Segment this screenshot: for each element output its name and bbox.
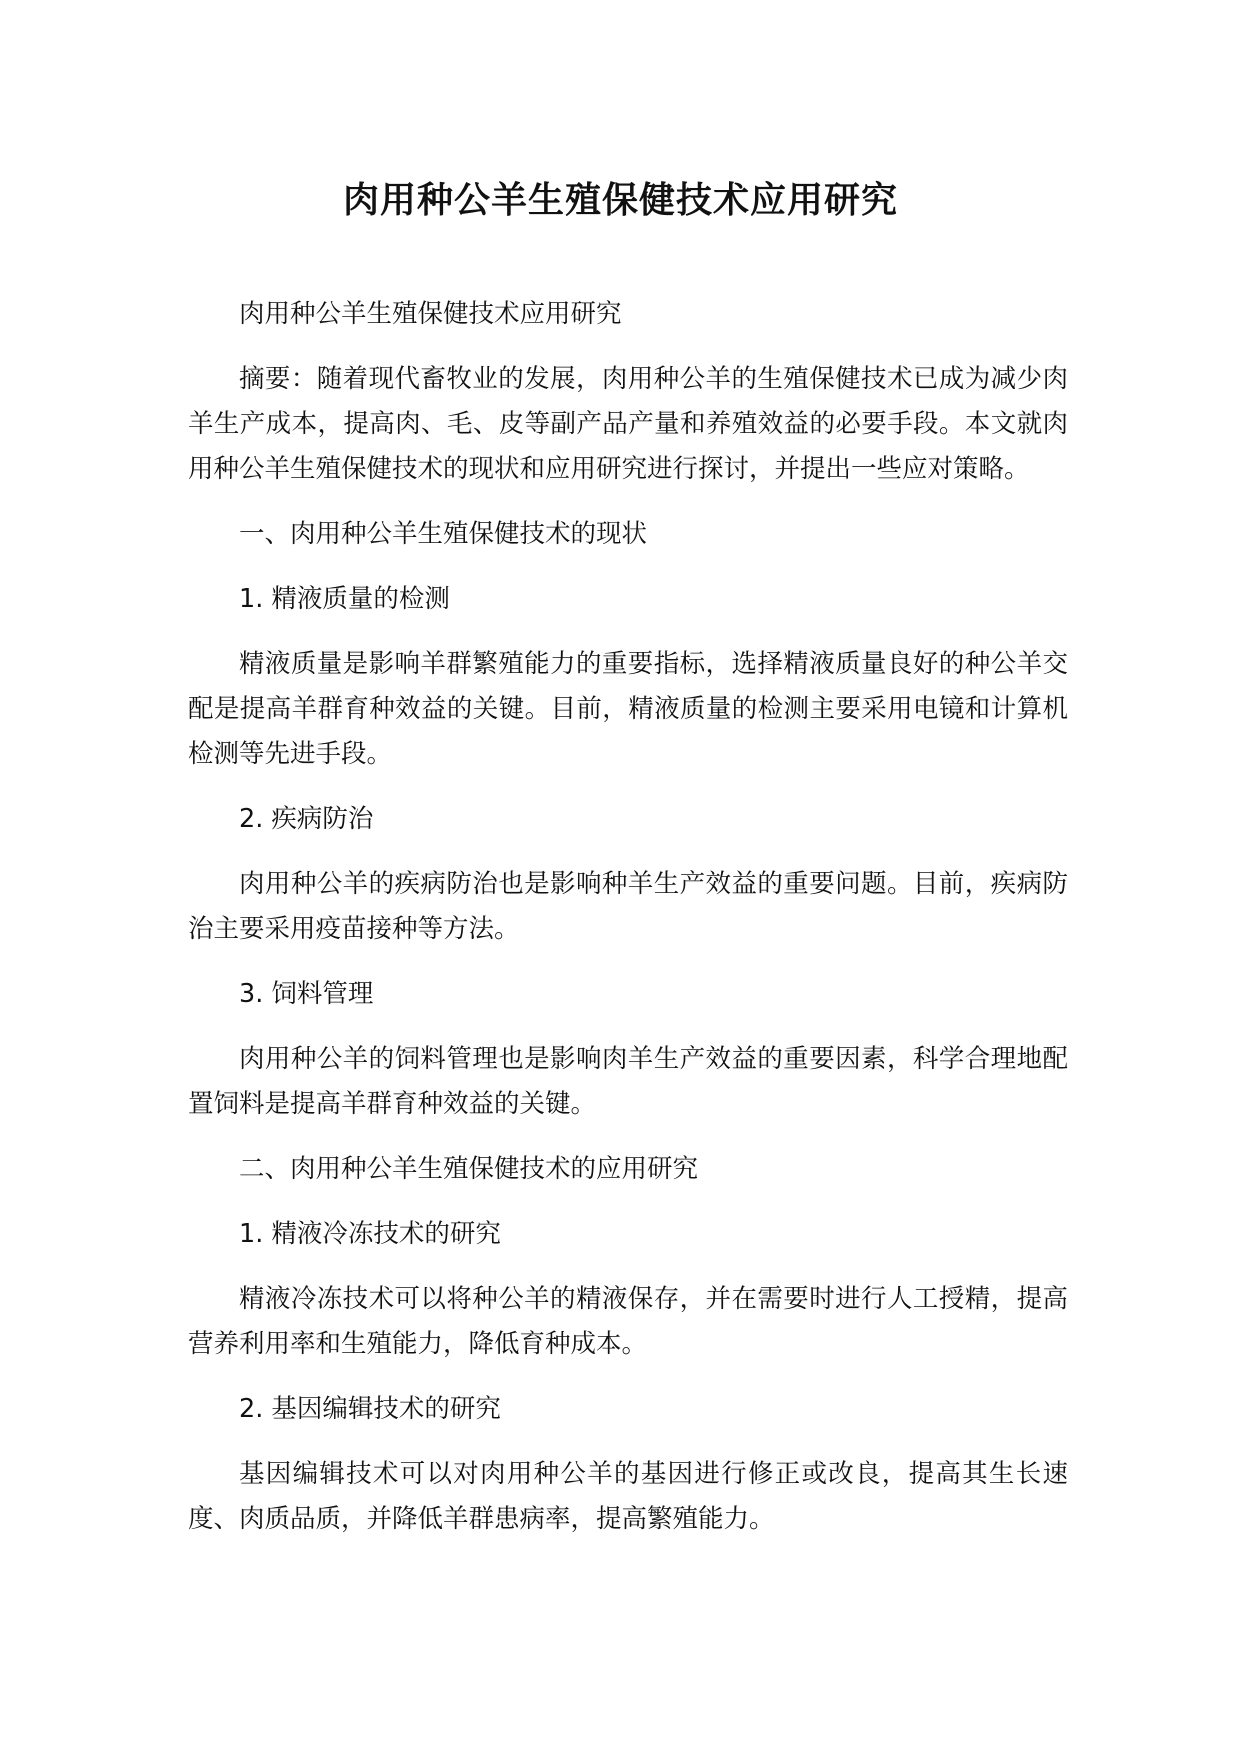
repeated-title-paragraph: 肉用种公羊生殖保健技术应用研究 [239,299,622,329]
body-paragraph: 肉用种公羊的饲料管理也是影响肉羊生产效益的重要因素，科学合理地配置饲料是提高羊群育种效益的关键。 [188,1044,1068,1119]
subsection-heading-2-2: 2. 基因编辑技术的研究 [239,1394,501,1424]
subsection-heading-1-3: 3. 饲料管理 [239,979,374,1009]
body-paragraph: 精液冷冻技术可以将种公羊的精液保存，并在需要时进行人工授精，提高营养利用率和生殖能力，降低育种成本。 [188,1284,1068,1359]
section-heading-2: 二、肉用种公羊生殖保健技术的应用研究 [239,1154,699,1184]
body-paragraph: 肉用种公羊的疾病防治也是影响种羊生产效益的重要问题。目前，疾病防治主要采用疫苗接种等方法。 [188,869,1068,944]
document-body [188,292,1068,1562]
subsection-heading-1-1: 1. 精液质量的检测 [239,584,450,614]
section-heading-1: 一、肉用种公羊生殖保健技术的现状 [239,519,648,549]
document-title: 肉用种公羊生殖保健技术应用研究 [342,180,898,221]
abstract-paragraph: 摘要：随着现代畜牧业的发展，肉用种公羊的生殖保健技术已成为减少肉羊生产成本，提高肉、毛、皮等副产品产量和养殖效益的必要手段。本文就肉用种公羊生殖保健技术的现状和应用研究进行探讨，并提出一些应对策略。 [188,364,1068,484]
subsection-heading-2-1: 1. 精液冷冻技术的研究 [239,1219,501,1249]
body-paragraph: 基因编辑技术可以对肉用种公羊的基因进行修正或改良，提高其生长速度、肉质品质，并降低羊群患病率，提高繁殖能力。 [188,1459,1068,1534]
body-paragraph: 精液质量是影响羊群繁殖能力的重要指标，选择精液质量良好的种公羊交配是提高羊群育种效益的关键。目前，精液质量的检测主要采用电镜和计算机检测等先进手段。 [188,649,1068,769]
subsection-heading-1-2: 2. 疾病防治 [239,804,374,834]
